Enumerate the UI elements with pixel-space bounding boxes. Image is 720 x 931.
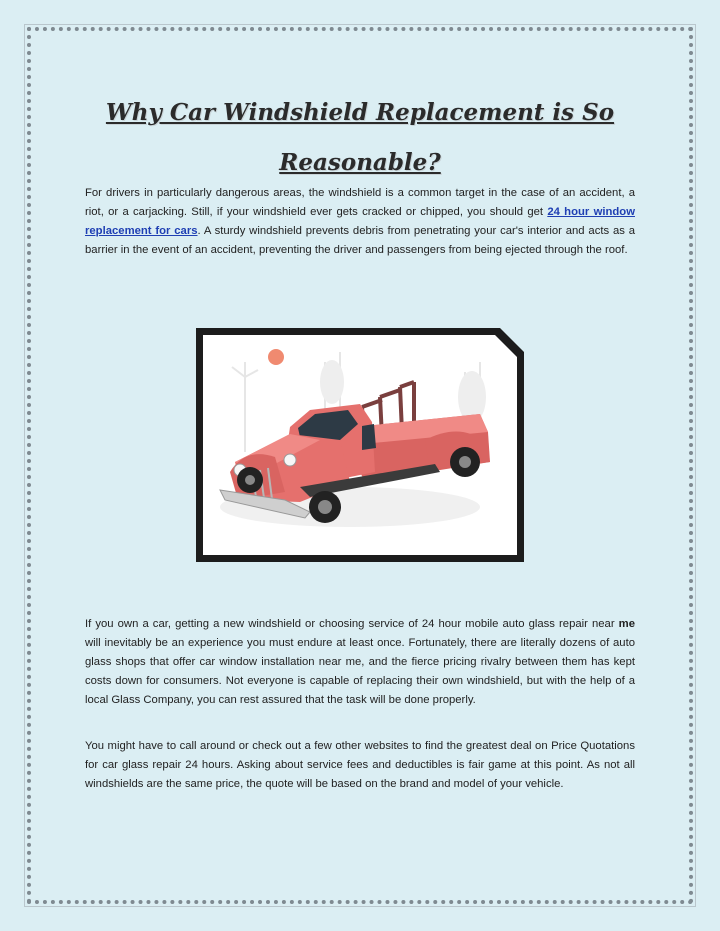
front-left-wheel-icon [237,467,263,493]
page-title: Why Car Windshield Replacement is So Reasonable? [105,99,615,176]
intro-paragraph [85,184,635,260]
body1-text-before: If you own a car, getting a new windshield or choosing service of 24 hour mobile auto glass repair near [85,618,619,630]
body1-text-after: will inevitably be an experience you must endure at least once. Fortunately, there are literally dozens of auto glass shops that offer car window installation near me, and the fierce pricing rivalry between them has kept costs down for consumers. Not everyone is capable of replacing their own windshield, but with the help of a local Glass Company, you can rest assured that the task will be done properly. [85,637,635,706]
intro-text-before: For drivers in particularly dangerous areas, the windshield is a common target in the case of an accident, a riot, or a carjacking. Still, if your windshield ever gets cracked or chipped, you should get [85,187,635,218]
body1-bold-text: me [618,618,635,630]
red-pickup-truck-illustration [190,322,528,568]
headlight-icon [284,454,296,466]
intro-text-after: . A sturdy windshield prevents debris from penetrating your car's interior and acts as a barrier in the event of an accident, preventing the driver and passengers from being ejected through the roof. [85,225,635,256]
truck-illustration [190,322,528,568]
body-paragraph-2: You might have to call around or check out a few other websites to find the greatest deal on Price Quotations for car glass repair 24 hours. Asking about service fees and deductibles is fair game at this point. As not all windshields are the same price, the quote will be based on the brand and model of your vehicle. [85,740,635,790]
body-paragraph-1 [85,615,635,710]
rear-wheel-icon [450,447,480,477]
window-replacement-link[interactable]: 24 hour window replacement for cars [85,206,635,237]
front-wheel-icon [309,491,341,523]
sun-icon [268,349,284,365]
side-window [362,424,376,450]
